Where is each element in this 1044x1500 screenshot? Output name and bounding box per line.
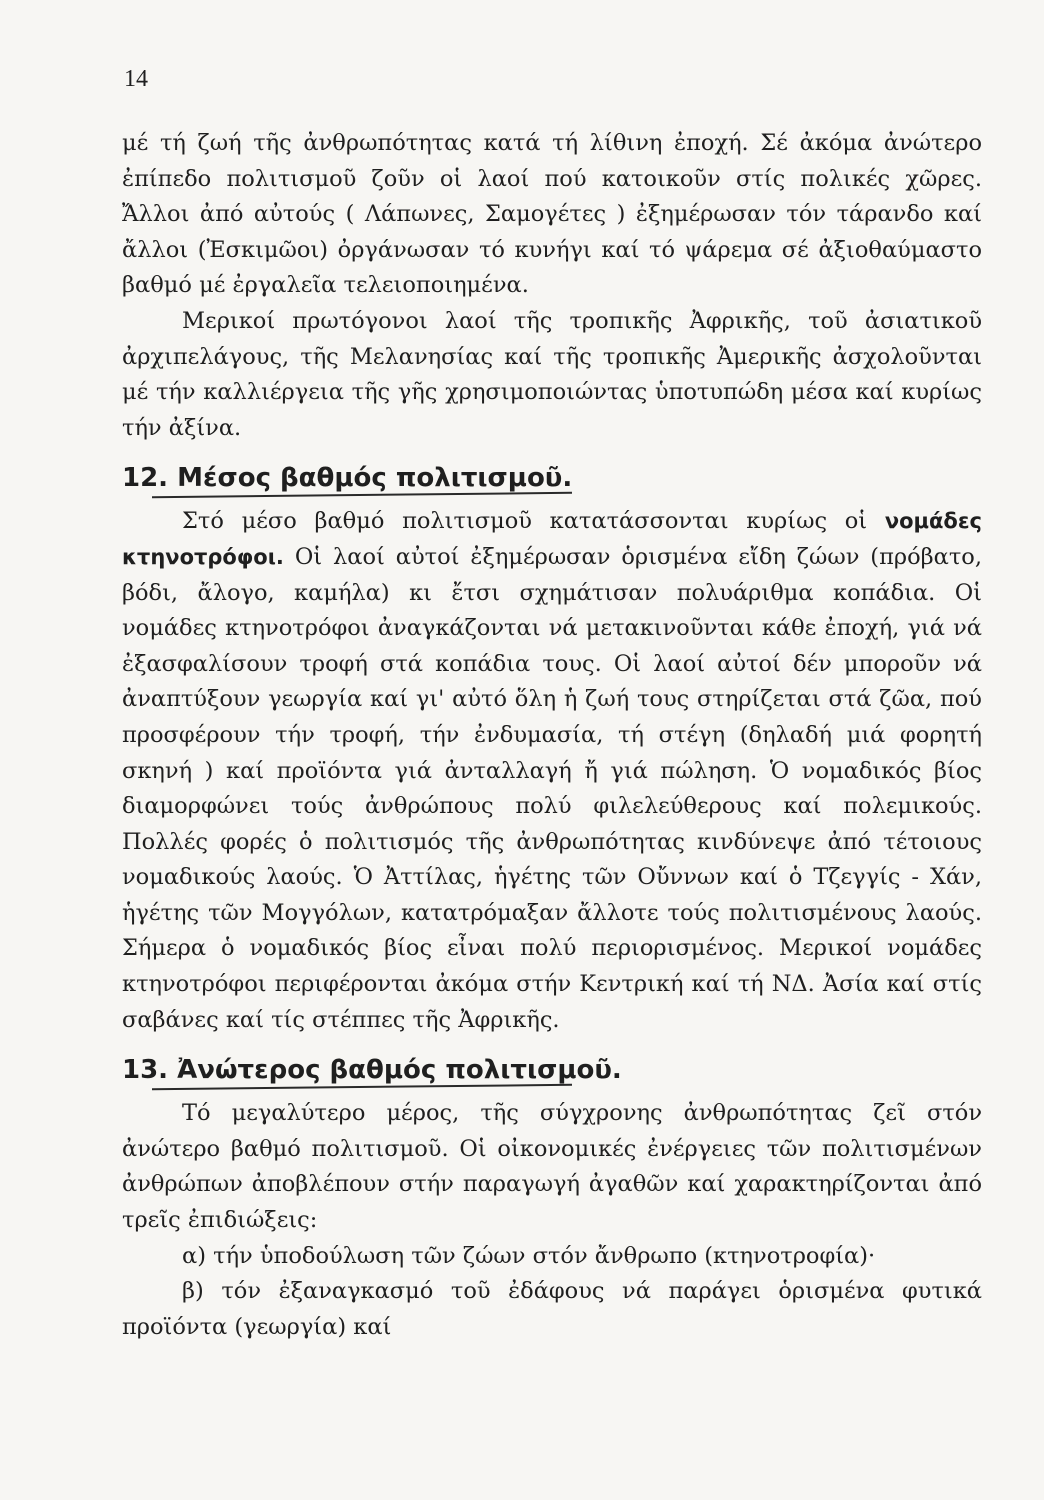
section-12-text-rest: Οἱ λαοί αὐτοί ἐξημέρωσαν ὁρισμένα εἴδη ζώων (πρόβατο, βόδι, ἄλογο, καμήλα) κι ἔτσι σχημάτισαν πολυάριθμα κοπάδια. Οἱ νομάδες κτηνοτρόφοι ἀναγκάζονται νά μετακινοῦνται κάθε ἐποχή, γιά νά ἐξασφαλίσουν τροφή στά κοπάδια τους. Οἱ λαοί αὐτοί δέν μποροῦν νά ἀναπτύξουν γεωργία καί γι' αὐτό ὅλη ἡ ζωή τους στηρίζεται στά ζῶα, πού προσφέρουν τήν τροφή, τήν ἐνδυμασία, τή στέγη (δηλαδή μιά φορητή σκηνή ) καί προϊόντα γιά ἀνταλλαγή ἤ γιά πώληση. Ὁ νομαδικός βίος διαμορφώνει τούς ἀνθρώπους πολύ φιλελεύθερους καί πολεμικούς. Πολλές φορές ὁ πολιτισμός τῆς ἀνθρωπότητας κινδύνεψε ἀπό τέτοιους νομαδικούς λαούς. Ὁ Ἀττίλας, ἡγέτης τῶν Οὔννων καί ὁ Τζεγγίς - Χάν, ἡγέτης τῶν Μογγόλων, κατατρόμαξαν ἄλλοτε τούς πολιτισμένους λαούς. Σήμερα ὁ νομαδικός βίος εἶναι πολύ περιορισμένος. Μερικοί νομάδες κτηνοτρόφοι περιφέρονται ἀκόμα στήν Κεντρική καί τή ΝΔ. Ἀσία καί στίς σαβάνες καί τίς στέππες τῆς Ἀφρικῆς. (122, 543, 982, 1033)
section-13-heading (122, 1050, 982, 1088)
section-13-paragraph: Τό μεγαλύτερο μέρος, τῆς σύγχρονης ἀνθρωπότητας ζεῖ στόν ἀνώτερο βαθμό πολιτισμοῦ. Οἱ οἰκονομικές ἐνέργειες τῶν πολιτισμένων ἀνθρώπων ἀποβλέπουν στήν παραγωγή ἀγαθῶν καί χαρακτηρίζονται ἀπό τρεῖς ἐπιδιώξεις: (122, 1100, 982, 1234)
intro-paragraph-2: Μερικοί πρωτόγονοι λαοί τῆς τροπικῆς Ἀφρικῆς, τοῦ ἀσιατικοῦ ἀρχιπελάγους, τῆς Μελανησίας καί τῆς τροπικῆς Ἀμερικῆς ἀσχολοῦνται μέ τήν καλλιέργεια τῆς γῆς χρησιμοποιώντας ὑποτυπώδη μέσα καί κυρίως τήν ἀξίνα. (122, 307, 982, 441)
section-12-text-start: Στό μέσο βαθμό πολιτισμοῦ κατατάσσονται κυρίως οἱ (182, 508, 885, 535)
bold-term-nomads: νομάδες κτηνοτρόφοι. (122, 509, 982, 569)
intro-paragraph-1: μέ τή ζωή τῆς ἀνθρωπότητας κατά τή λίθινη ἐποχή. Σέ ἀκόμα ἀνώτερο ἐπίπεδο πολιτισμοῦ ζοῦν οἱ λαοί πού κατοικοῦν στίς πολικές χῶρες. Ἄλλοι ἀπό αὐτούς ( Λάπωνες, Σαμογέτες ) ἐξημέρωσαν τόν τάρανδο καί ἄλλοι (Ἐσκιμῶοι) ὀργάνωσαν τό κυνήγι καί τό ψάρεμα σέ ἀξιοθαύμαστο βαθμό μέ ἐργαλεῖα τελειοποιημένα. (122, 130, 982, 299)
section-12-heading (122, 458, 982, 496)
section-13-heading-text: 13. Ἀνώτερος βαθμός πολιτισμοῦ. (122, 1055, 622, 1086)
section-12-heading-text: 12. Μέσος βαθμός πολιτισμοῦ. (122, 463, 573, 494)
page-body (122, 126, 982, 1345)
list-item-b: β) τόν ἐξαναγκασμό τοῦ ἐδάφους νά παράγει ὁρισμένα φυτικά προϊόντα (γεωργία) καί (122, 1278, 982, 1340)
section-12-paragraph (122, 504, 982, 1038)
list-item-a: α) τήν ὑποδούλωση τῶν ζώων στόν ἄνθρωπο (κτηνοτροφία)· (182, 1242, 876, 1269)
page-number: 14 (124, 66, 148, 92)
